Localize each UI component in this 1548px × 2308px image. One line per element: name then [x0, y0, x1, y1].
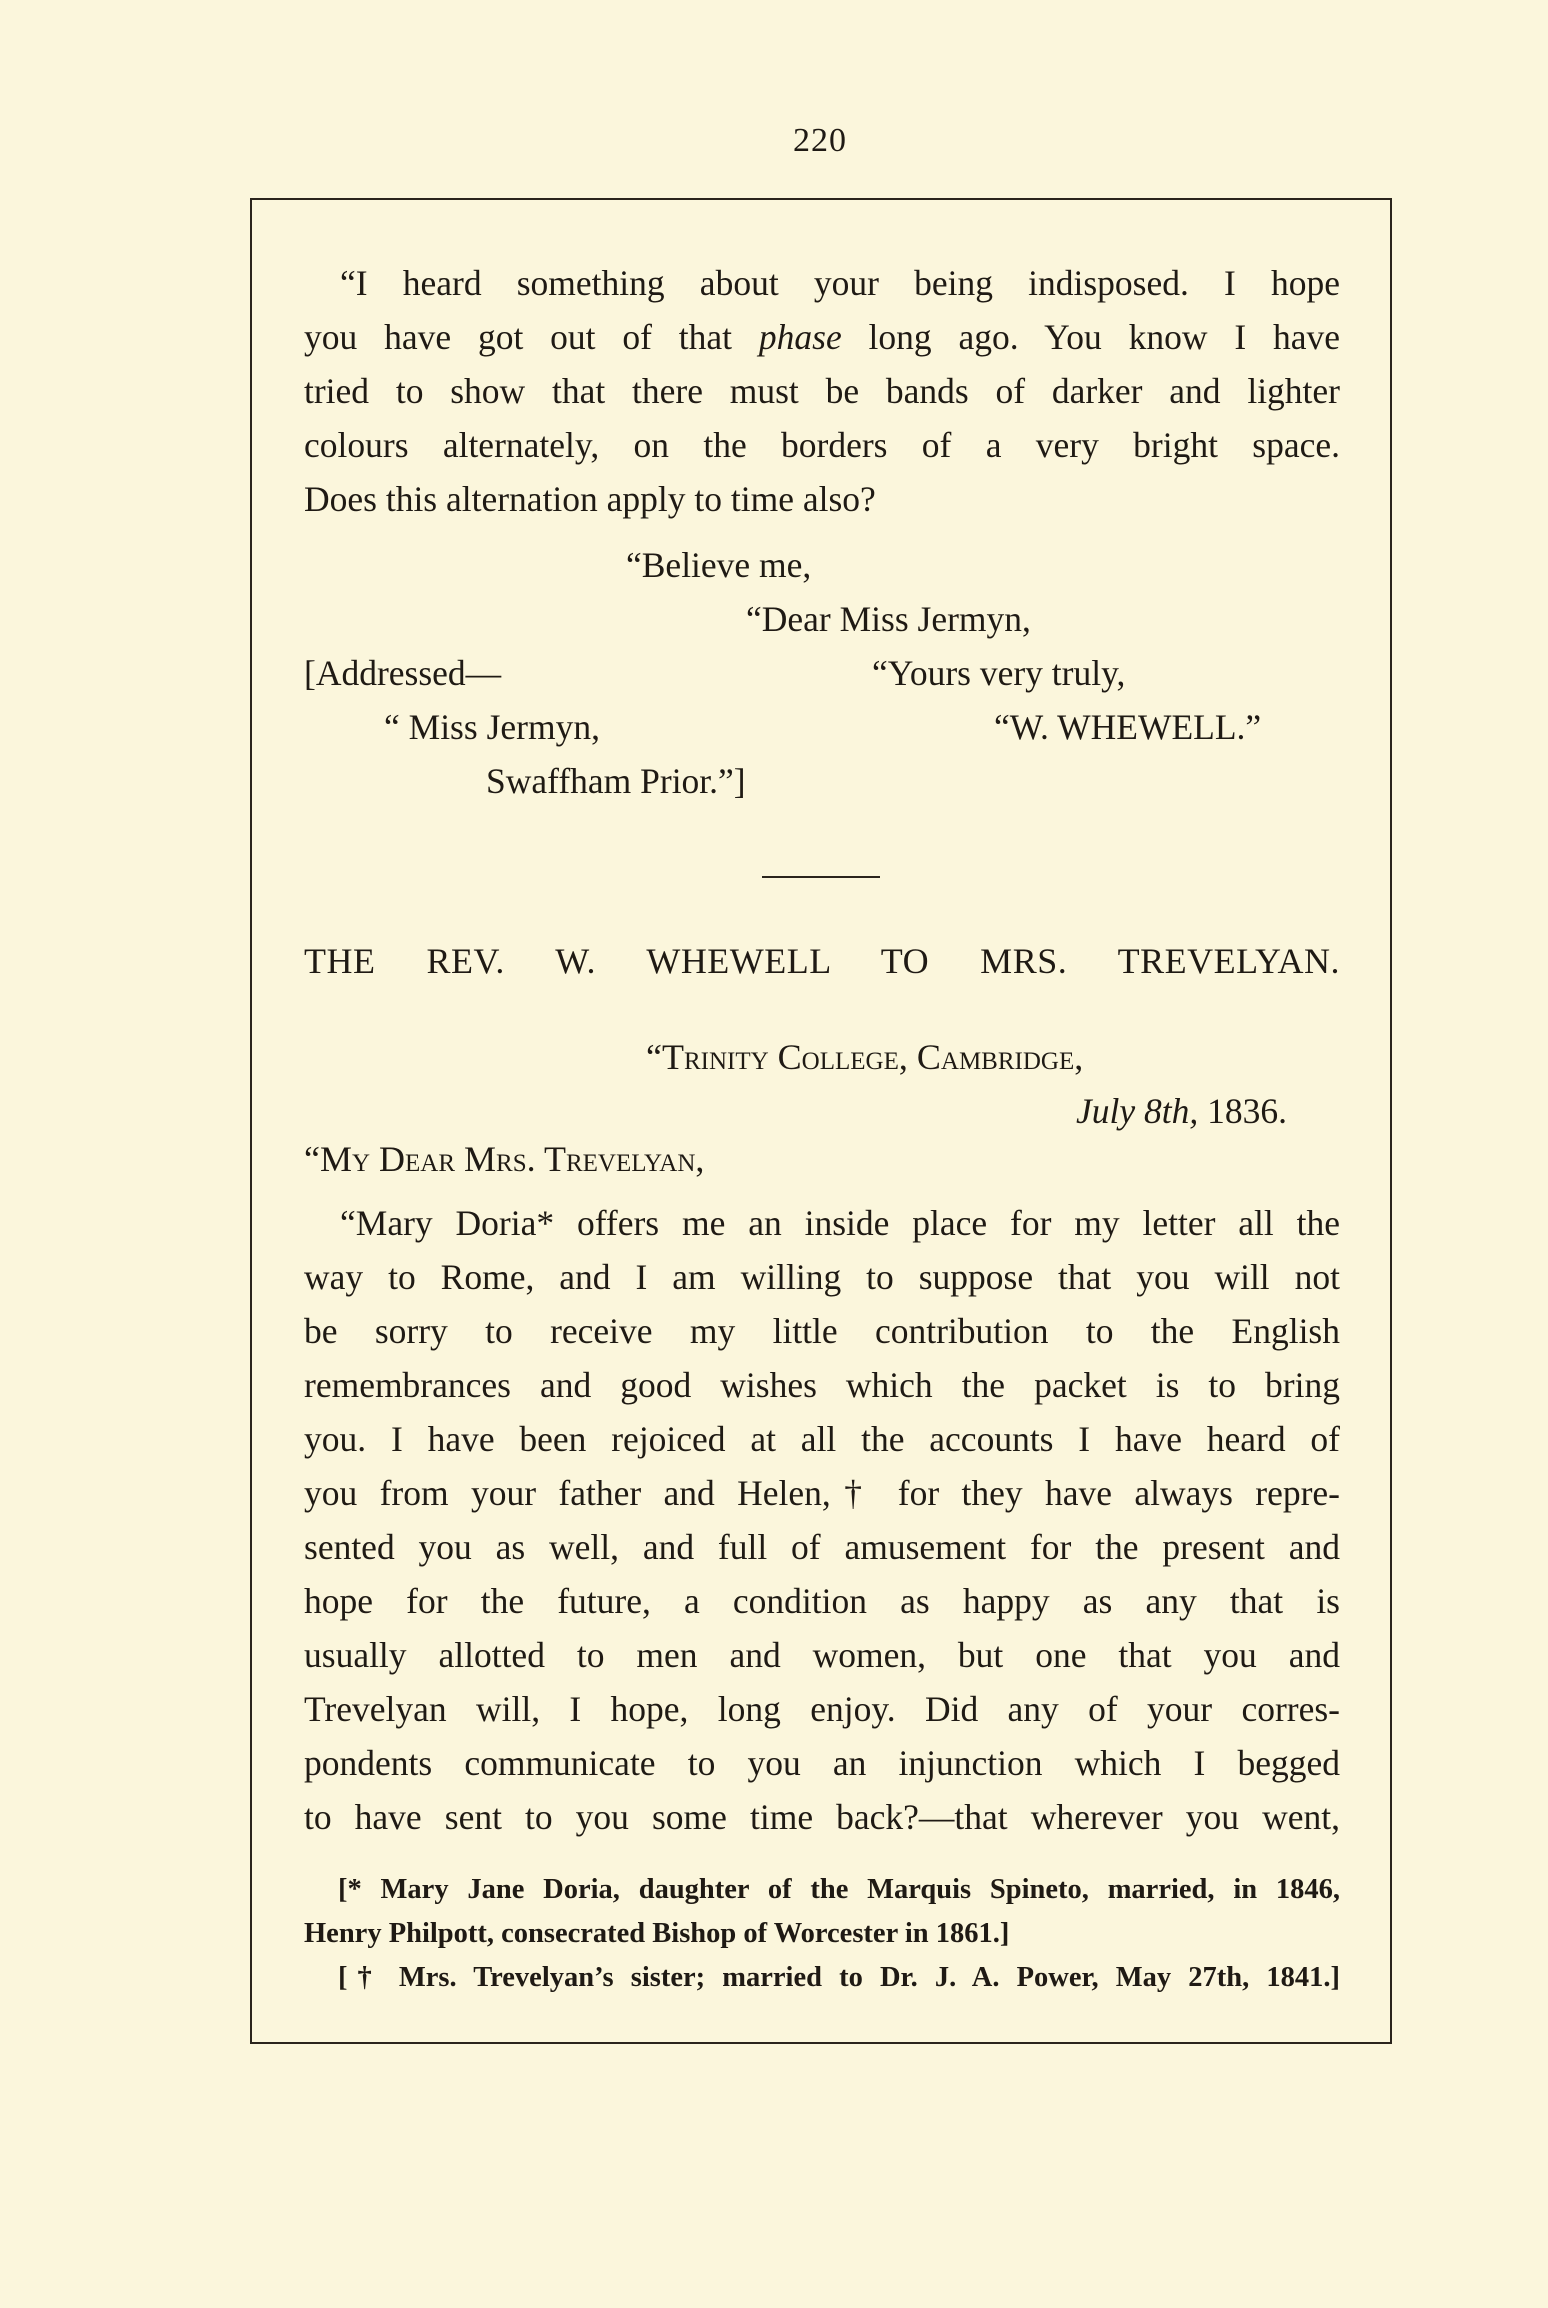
- section-divider: [762, 876, 880, 878]
- footnote-1-line-1: [* Mary Jane Doria, daughter of the Marquis Spineto, married, in 1846,: [338, 1874, 1340, 1905]
- letter-paragraph-2: [304, 1196, 1340, 1844]
- paragraph-2-line: usually allotted to men and women, but one that you and: [304, 1635, 1340, 1675]
- paragraph-1-line-2-start: you have got out of that: [304, 317, 759, 357]
- paragraph-1-line-2: [304, 310, 1340, 364]
- footnote-1-line-2: Henry Philpott, consecrated Bishop of Worcester in 1861.]: [304, 1918, 1010, 1949]
- paragraph-2-line: way to Rome, and I am willing to suppose that you will not: [304, 1257, 1340, 1297]
- paragraph-2-line: “Mary Doria* offers me an inside place for my letter all the: [340, 1203, 1340, 1243]
- address-label: [Addressed—: [304, 653, 502, 693]
- letter-heading: THE REV. W. WHEWELL TO MRS. TREVELYAN.: [304, 941, 1340, 981]
- address-name: “ Miss Jermyn,: [384, 707, 600, 747]
- paragraph-2-line: pondents communicate to you an injunction which I begged: [304, 1743, 1340, 1783]
- paragraph-2-line: you. I have been rejoiced at all the accounts I have heard of: [304, 1419, 1340, 1459]
- salutation: “My Dear Mrs. Trevelyan,: [304, 1139, 705, 1179]
- paragraph-1-line-1: “I heard something about your being indisposed. I hope: [340, 263, 1340, 303]
- address-place: Swaffham Prior.”]: [486, 761, 746, 801]
- dateline-year: 1836.: [1198, 1091, 1287, 1131]
- dateline-place: “Trinity College, Cambridge,: [646, 1037, 1084, 1077]
- dateline-date-em: July 8th,: [1076, 1091, 1199, 1131]
- paragraph-2-line: sented you as well, and full of amusement for the present and: [304, 1527, 1340, 1567]
- paragraph-1-line-4: colours alternately, on the borders of a very bright space.: [304, 425, 1340, 465]
- signoff-name: “W. WHEWELL.”: [994, 707, 1262, 747]
- signoff-yours: “Yours very truly,: [872, 653, 1126, 693]
- paragraph-2-line: hope for the future, a condition as happy as any that is: [304, 1581, 1340, 1621]
- paragraph-2-line: remembrances and good wishes which the packet is to bring: [304, 1365, 1340, 1405]
- paragraph-2-line: you from your father and Helen,† for they have always repre-: [304, 1473, 1340, 1513]
- paragraph-2-line: Trevelyan will, I hope, long enjoy. Did any of your corres-: [304, 1689, 1340, 1729]
- emphasis-phase: phase: [758, 317, 842, 357]
- footnote-2: [† Mrs. Trevelyan’s sister; married to Dr. J. A. Power, May 27th, 1841.]: [338, 1962, 1340, 1993]
- footnotes: [304, 1868, 1340, 2000]
- dateline-date: [1076, 1090, 1287, 1132]
- letter-paragraph-1: [304, 256, 1340, 526]
- paragraph-1-line-5: Does this alternation apply to time also?: [304, 479, 876, 519]
- paragraph-1-line-3: tried to show that there must be bands of darker and lighter: [304, 371, 1340, 411]
- paragraph-2-line: to have sent to you some time back?—that wherever you went,: [304, 1797, 1340, 1837]
- paragraph-1-line-2-end: long ago. You know I have: [841, 317, 1341, 357]
- signoff-believe: “Believe me,: [626, 545, 812, 585]
- signoff-dear: “Dear Miss Jermyn,: [746, 599, 1031, 639]
- paragraph-2-line: be sorry to receive my little contribution to the English: [304, 1311, 1340, 1351]
- page-number: 220: [793, 122, 847, 159]
